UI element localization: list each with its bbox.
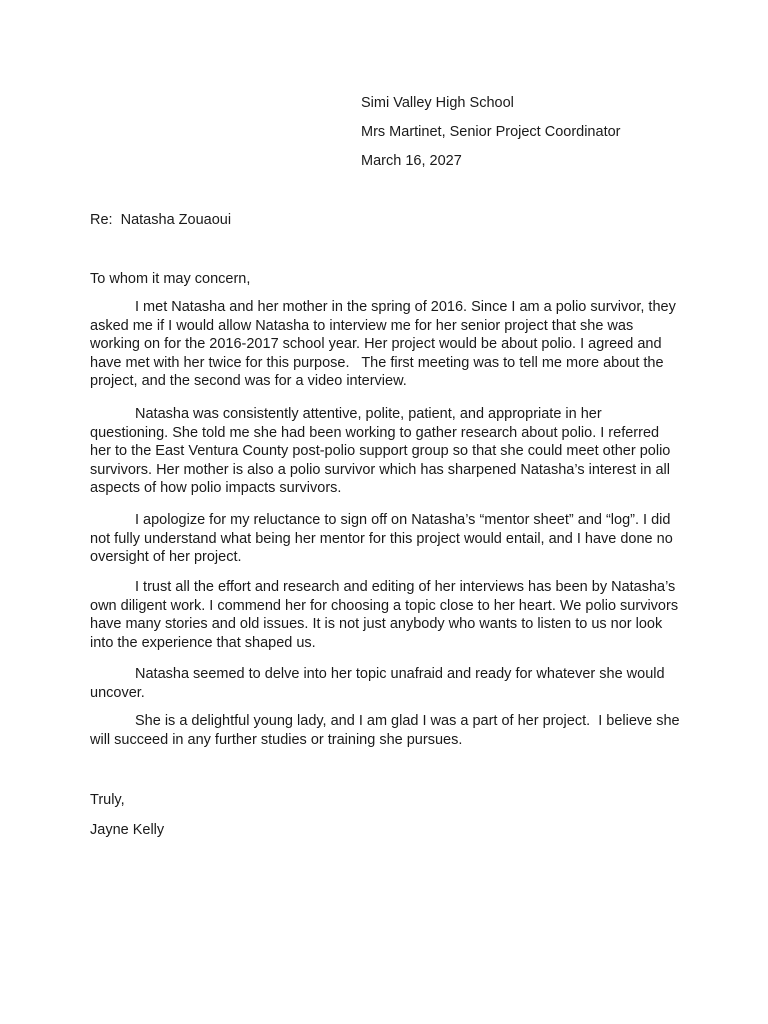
- recipient-coordinator: Mrs Martinet, Senior Project Coordinator: [361, 124, 621, 140]
- re-line: Re: Natasha Zouaoui: [90, 212, 232, 228]
- body-paragraph-2: Natasha was consistently attentive, polite, patient, and appropriate in her questioning. She told me she had been working to gather research about polio. I referred her to the East Ventura County post-polio support group so that she could meet other polio survivors. Her mother is also a polio survivor which has sharpened Natasha’s interest in all aspects of how polio impacts survivors.: [90, 406, 671, 497]
- body-paragraph-4: I trust all the effort and research and editing of her interviews has been by Natasha’s own diligent work. I commend her for choosing a topic close to her heart. We polio survivors have many stories and old issues. It is not just anybody who wants to listen to us nor look into the experience that shaped us.: [90, 579, 679, 651]
- recipient-school: Simi Valley High School: [361, 95, 514, 111]
- body-paragraph-3: I apologize for my reluctance to sign off on Natasha’s “mentor sheet” and “log”. I did not fully understand what being her mentor for this project would entail, and I have done no oversight of her project.: [90, 512, 673, 566]
- body-paragraph-6: She is a delightful young lady, and I am glad I was a part of her project. I believe she will succeed in any further studies or training she pursues.: [90, 713, 684, 748]
- closing: Truly,: [90, 792, 125, 808]
- body-paragraph-1: I met Natasha and her mother in the spring of 2016. Since I am a polio survivor, they asked me if I would allow Natasha to interview me for her senior project that she was working on for the 2016-2017 school year. Her project would be about polio. I agreed and have met with her twice for this purpose. The first meeting was to tell me more about the project, and the second was for a video interview.: [90, 299, 680, 390]
- signature-name: Jayne Kelly: [90, 822, 165, 838]
- body-paragraph-5: Natasha seemed to delve into her topic unafraid and ready for whatever she would uncover.: [90, 666, 665, 701]
- letter-date: March 16, 2027: [361, 153, 462, 169]
- salutation: To whom it may concern,: [90, 271, 251, 287]
